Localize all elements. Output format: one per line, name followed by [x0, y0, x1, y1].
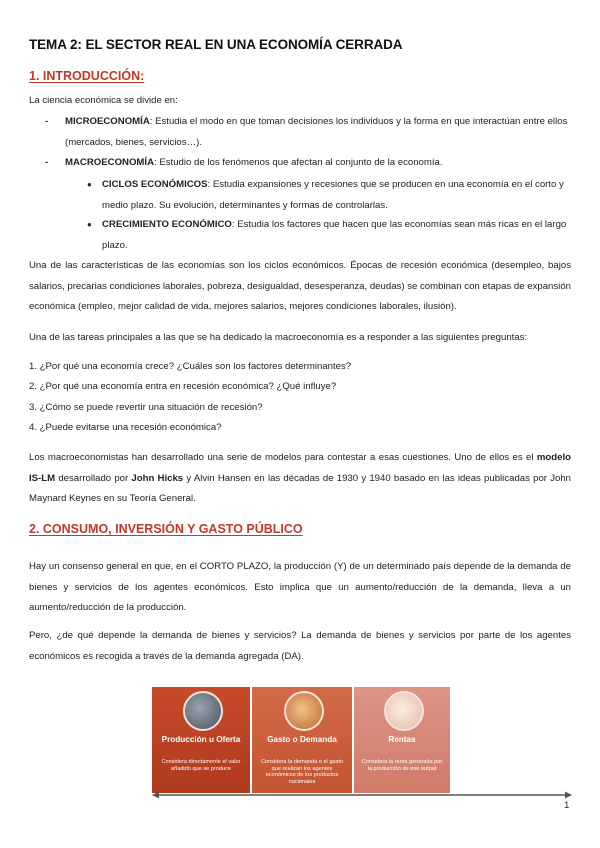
- text-microeconomia: : Estudia el modo en que toman decisiones los individuos y la forma en que interactúan entre ellos (mercados, bienes, servicios…).: [65, 116, 568, 148]
- question-item: 1. ¿Por qué una economía crece? ¿Cuáles son los factores determinantes?: [29, 361, 352, 372]
- box-title: Producción u Oferta: [161, 735, 241, 744]
- dash-marker: -: [45, 116, 49, 127]
- question-item: 4. ¿Puede evitarse una recesión económica?: [29, 422, 222, 433]
- diagram-box-gasto: [252, 687, 352, 793]
- diagram-box-produccion: [152, 687, 250, 793]
- section-heading-consumo: 2. CONSUMO, INVERSIÓN Y GASTO PÚBLICO: [29, 522, 303, 536]
- paragraph-demanda: Pero, ¿de qué depende la demanda de bienes y servicios? La demanda de bienes y servicios por parte de los agentes económicos es recogida a través de la demanda agregada (DA).: [29, 630, 571, 662]
- money-icon: [384, 691, 424, 731]
- term-microeconomia: MICROECONOMÍA: [65, 116, 150, 127]
- list-item-crecimiento: [87, 215, 571, 256]
- paragraph-corto-plazo: Hay un consenso general en que, en el CORTO PLAZO, la producción (Y) de un determinado país depende de la demanda de bienes y servicios de los agentes económicos. Esto implica que un aumento/reducción de la demanda, lleva a un aumento/reducción de la producción.: [29, 561, 571, 614]
- text-macroeconomia: : Estudio de los fenómenos que afectan al conjunto de la economía.: [154, 157, 443, 168]
- diagram-box-rentas: [354, 687, 450, 793]
- modelos-text-3: y Alvin Hansen en las décadas de 1930 y 1940 basado en las ideas publicadas por John Maynard Keynes en su Teoría General.: [29, 472, 571, 505]
- john-hicks: John Hicks: [131, 472, 184, 484]
- modelos-text-2: desarrollado por: [55, 472, 132, 484]
- dash-marker: -: [45, 157, 49, 168]
- term-crecimiento: CRECIMIENTO ECONÓMICO: [102, 219, 232, 230]
- question-item: 2. ¿Por qué una economía entra en recesión económica? ¿Qué influye?: [29, 381, 337, 392]
- box-text: Considera directamente el valor añadido que se produce: [161, 759, 241, 772]
- bullet-icon: ●: [87, 180, 92, 189]
- list-item-ciclos: [87, 175, 571, 216]
- paragraph-ciclos: Una de las características de las economías son los ciclos económicos. Épocas de recesión económica (desempleo, bajos salarios, precarias condiciones laborales, pobreza, desigualdad, desesperanza, deudas) se combinan con etapas de expansión económica (empleo, mejor calidad de vida, mejores salarios, mejores condiciones laborales, ilusión).: [29, 260, 571, 313]
- shopping-icon: [284, 691, 324, 731]
- question-item: 3. ¿Cómo se puede revertir una situación de recesión?: [29, 402, 263, 413]
- page-number: 1: [564, 800, 570, 811]
- modelos-text-1: Los macroeconomistas han desarrollado una serie de modelos para contestar a esas cuestiones. Uno de ellos es el: [29, 452, 537, 463]
- demanda-agregada-diagram: [152, 687, 572, 797]
- double-arrow-icon: [152, 790, 572, 800]
- paragraph-modelos: [29, 448, 571, 510]
- paragraph-tareas: Una de las tareas principales a las que se ha dedicado la macroeconomía es a responder a las siguientes preguntas:: [29, 332, 528, 343]
- term-macroeconomia: MACROECONOMÍA: [65, 157, 155, 168]
- text-ciclos: : Estudia expansiones y recesiones que se producen en una economía en el corto y medio plazo. Su evolución, determinantes y formas de controlarlas.: [102, 179, 564, 211]
- box-title: Gasto o Demanda: [267, 735, 337, 744]
- list-item-microeconomia: [45, 112, 571, 153]
- intro-paragraph: La ciencia económica se divide en:: [29, 95, 178, 106]
- bullet-icon: ●: [87, 220, 92, 229]
- term-ciclos: CICLOS ECONÓMICOS: [102, 179, 208, 190]
- section-heading-introduccion: 1. INTRODUCCIÓN:: [29, 69, 145, 83]
- box-text: Considera la demanda o el gasto que realizan los agentes económicos de los productos nacionales: [260, 759, 344, 785]
- list-item-macroeconomia: [45, 153, 571, 174]
- modelo-islm: modelo IS-LM: [29, 452, 571, 484]
- document-title: TEMA 2: EL SECTOR REAL EN UNA ECONOMÍA CERRADA: [29, 37, 403, 52]
- factory-icon: [183, 691, 223, 731]
- box-title: Rentas: [388, 735, 416, 744]
- box-text: Considera la renta generada por la producción de ese output: [361, 759, 443, 772]
- text-crecimiento: : Estudia los factores que hacen que las economías sean más ricas en el largo plazo.: [102, 219, 567, 251]
